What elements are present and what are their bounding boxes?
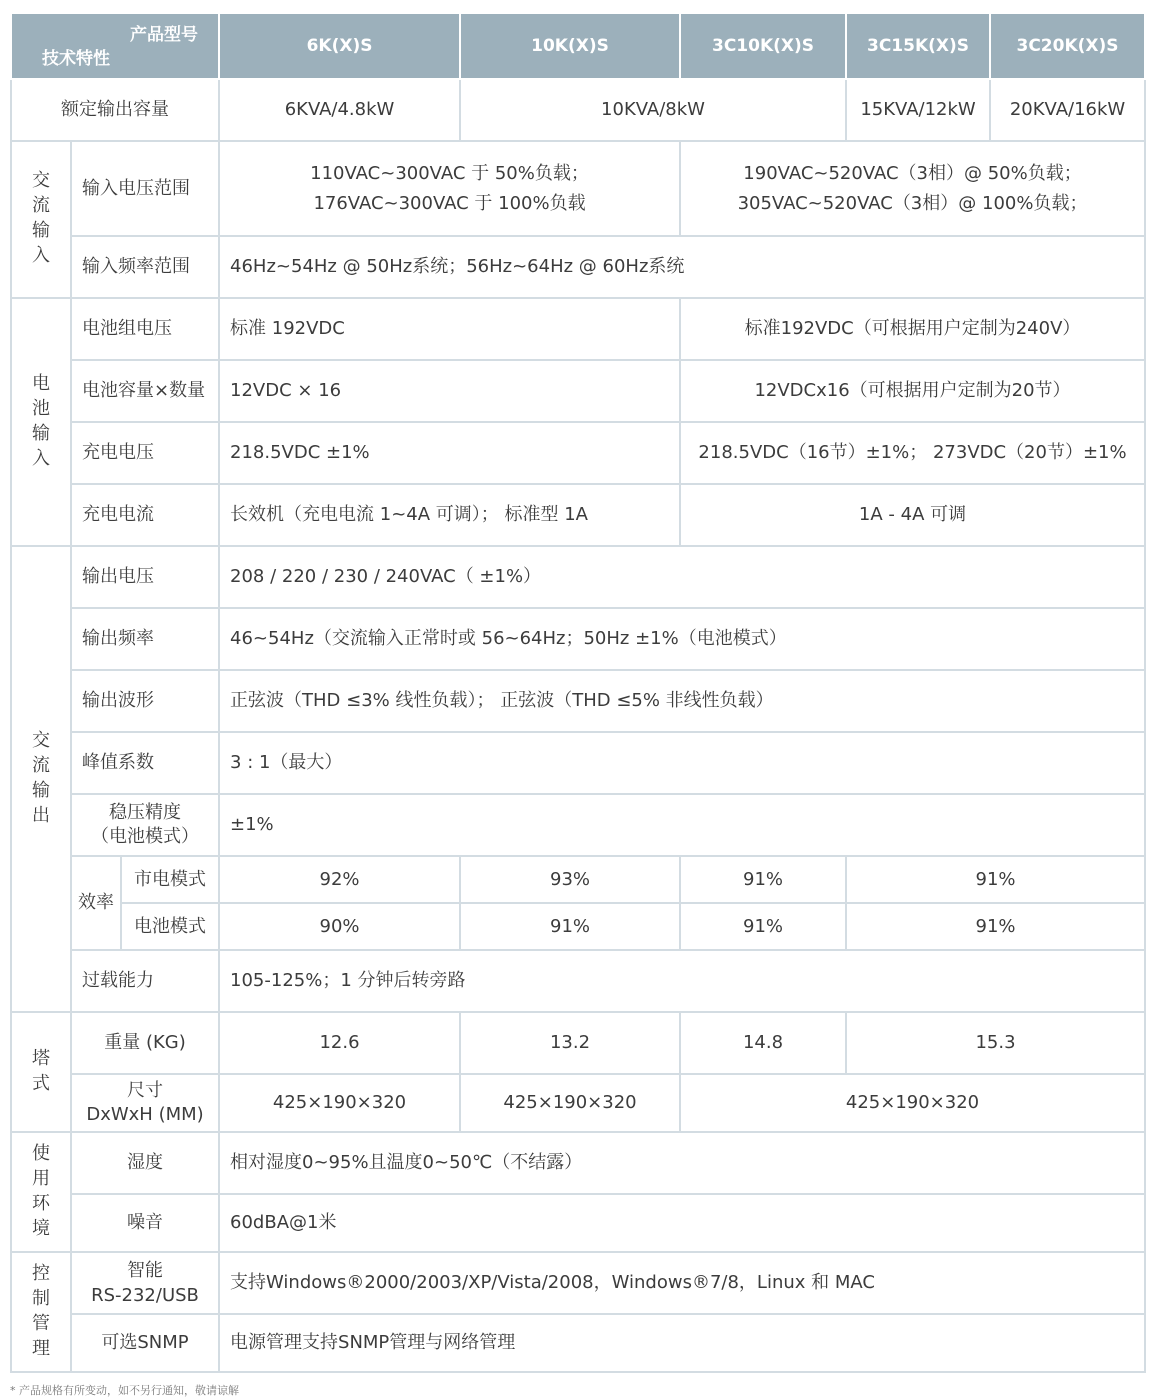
noise-row bbox=[11, 1194, 1145, 1252]
spec-table bbox=[10, 12, 1146, 1373]
efficiency-mains-6k: 92% bbox=[219, 856, 460, 903]
header-model-label: 产品型号 bbox=[130, 25, 199, 45]
rated-15k: 15KVA/12kW bbox=[846, 79, 990, 141]
size-3c: 425×190×320 bbox=[680, 1074, 1145, 1132]
battery-pack-row bbox=[11, 298, 1145, 360]
efficiency-mains-label: 市电模式 bbox=[121, 856, 219, 903]
charge-voltage-single: 218.5VDC ±1% bbox=[219, 422, 680, 484]
battery-pack-three: 标准192VDC（可根据用户定制为240V） bbox=[680, 298, 1145, 360]
overload-label: 过载能力 bbox=[71, 950, 219, 1012]
weight-3c15k-20k: 15.3 bbox=[846, 1012, 1145, 1074]
output-voltage-label: 输出电压 bbox=[71, 546, 219, 608]
charge-current-three: 1A - 4A 可调 bbox=[680, 484, 1145, 546]
efficiency-label: 效率 bbox=[71, 856, 121, 950]
ac-input-voltage-row bbox=[11, 141, 1145, 236]
size-label bbox=[71, 1074, 219, 1132]
output-waveform-value: 正弦波（THD ≤3% 线性负载）； 正弦波（THD ≤5% 非线性负载） bbox=[219, 670, 1145, 732]
output-voltage-row bbox=[11, 546, 1145, 608]
charge-voltage-three: 218.5VDC（16节）±1%； 273VDC（20节）±1% bbox=[680, 422, 1145, 484]
crest-factor-value: 3 : 1（最大） bbox=[219, 732, 1145, 794]
efficiency-battery-3c10k: 91% bbox=[680, 903, 846, 950]
model-3c15k: 3C15K(X)S bbox=[846, 13, 990, 79]
humidity-label: 湿度 bbox=[71, 1132, 219, 1194]
battery-pack-single: 标准 192VDC bbox=[219, 298, 680, 360]
regulation-label bbox=[71, 794, 219, 856]
model-6k: 6K(X)S bbox=[219, 13, 460, 79]
crest-factor-row bbox=[11, 732, 1145, 794]
smart-label-line1: 智能 bbox=[127, 1260, 163, 1281]
efficiency-battery-row bbox=[11, 903, 1145, 950]
weight-row bbox=[11, 1012, 1145, 1074]
ac-input-voltage-three-line1: 190VAC~520VAC（3相）@ 50%负载； bbox=[743, 162, 1082, 184]
model-10k: 10K(X)S bbox=[460, 13, 680, 79]
humidity-row bbox=[11, 1132, 1145, 1194]
output-voltage-value: 208 / 220 / 230 / 240VAC（ ±1%） bbox=[219, 546, 1145, 608]
charge-current-single: 长效机（充电电流 1~4A 可调）； 标准型 1A bbox=[219, 484, 680, 546]
smart-label-line2: RS-232/USB bbox=[91, 1285, 199, 1306]
ac-input-voltage-three bbox=[680, 141, 1145, 236]
group-management: 控制管理 bbox=[11, 1252, 71, 1372]
noise-label: 噪音 bbox=[71, 1194, 219, 1252]
size-row bbox=[11, 1074, 1145, 1132]
size-label-line2: DxWxH (MM) bbox=[86, 1104, 204, 1125]
ac-input-freq-value: 46Hz~54Hz @ 50Hz系统；56Hz~64Hz @ 60Hz系统 bbox=[219, 236, 1145, 298]
header-feature-label: 技术特性 bbox=[42, 49, 110, 69]
efficiency-mains-3c15k-20k: 91% bbox=[846, 856, 1145, 903]
efficiency-mains-3c10k: 91% bbox=[680, 856, 846, 903]
rated-10k: 10KVA/8kW bbox=[460, 79, 846, 141]
smart-row bbox=[11, 1252, 1145, 1314]
output-waveform-row bbox=[11, 670, 1145, 732]
model-3c10k: 3C10K(X)S bbox=[680, 13, 846, 79]
overload-row bbox=[11, 950, 1145, 1012]
output-frequency-row bbox=[11, 608, 1145, 670]
battery-capacity-label: 电池容量×数量 bbox=[71, 360, 219, 422]
charge-voltage-label: 充电电压 bbox=[71, 422, 219, 484]
snmp-value: 电源管理支持SNMP管理与网络管理 bbox=[219, 1314, 1145, 1372]
regulation-row bbox=[11, 794, 1145, 856]
efficiency-battery-label: 电池模式 bbox=[121, 903, 219, 950]
regulation-label-line1: 稳压精度 bbox=[109, 802, 181, 823]
rated-row bbox=[11, 79, 1145, 141]
overload-value: 105-125%；1 分钟后转旁路 bbox=[219, 950, 1145, 1012]
humidity-value: 相对湿度0~95%且温度0~50℃（不结露） bbox=[219, 1132, 1145, 1194]
size-10k: 425×190×320 bbox=[460, 1074, 680, 1132]
ac-input-voltage-label: 输入电压范围 bbox=[71, 141, 219, 236]
output-frequency-value: 46~54Hz（交流输入正常时或 56~64Hz；50Hz ±1%（电池模式） bbox=[219, 608, 1145, 670]
charge-current-label: 充电电流 bbox=[71, 484, 219, 546]
smart-value: 支持Windows®2000/2003/XP/Vista/2008，Windows®7/8，Linux 和 MAC bbox=[219, 1252, 1145, 1314]
footnote: * 产品规格有所变动，如不另行通知，敬请谅解 bbox=[10, 1384, 239, 1397]
model-3c20k: 3C20K(X)S bbox=[990, 13, 1145, 79]
efficiency-battery-6k: 90% bbox=[219, 903, 460, 950]
ac-input-voltage-single-line1: 110VAC~300VAC 于 50%负载； bbox=[310, 162, 589, 184]
size-6k: 425×190×320 bbox=[219, 1074, 460, 1132]
header-corner bbox=[11, 13, 219, 79]
header-row bbox=[11, 13, 1145, 79]
group-tower: 塔式 bbox=[11, 1012, 71, 1132]
ac-input-voltage-single bbox=[219, 141, 680, 236]
ac-input-freq-row bbox=[11, 236, 1145, 298]
group-battery: 电池输入 bbox=[11, 298, 71, 546]
ac-input-freq-label: 输入频率范围 bbox=[71, 236, 219, 298]
snmp-row bbox=[11, 1314, 1145, 1372]
efficiency-mains-10k: 93% bbox=[460, 856, 680, 903]
rated-20k: 20KVA/16kW bbox=[990, 79, 1145, 141]
rated-label: 额定输出容量 bbox=[11, 79, 219, 141]
group-ac-output: 交流输出 bbox=[11, 546, 71, 1012]
weight-3c10k: 14.8 bbox=[680, 1012, 846, 1074]
noise-value: 60dBA@1米 bbox=[219, 1194, 1145, 1252]
weight-10k: 13.2 bbox=[460, 1012, 680, 1074]
crest-factor-label: 峰值系数 bbox=[71, 732, 219, 794]
regulation-value: ±1% bbox=[219, 794, 1145, 856]
size-label-line1: 尺寸 bbox=[127, 1080, 163, 1101]
group-ac-input: 交流输入 bbox=[11, 141, 71, 298]
snmp-label: 可选SNMP bbox=[71, 1314, 219, 1372]
battery-capacity-row bbox=[11, 360, 1145, 422]
ac-input-voltage-single-line2: 176VAC~300VAC 于 100%负载 bbox=[313, 192, 586, 214]
group-environment: 使用环境 bbox=[11, 1132, 71, 1252]
output-waveform-label: 输出波形 bbox=[71, 670, 219, 732]
efficiency-mains-row bbox=[11, 856, 1145, 903]
battery-pack-label: 电池组电压 bbox=[71, 298, 219, 360]
battery-capacity-three: 12VDCx16（可根据用户定制为20节） bbox=[680, 360, 1145, 422]
weight-label: 重量 (KG) bbox=[71, 1012, 219, 1074]
battery-capacity-single: 12VDC × 16 bbox=[219, 360, 680, 422]
regulation-label-line2: （电池模式） bbox=[91, 826, 199, 847]
efficiency-battery-10k: 91% bbox=[460, 903, 680, 950]
smart-label bbox=[71, 1252, 219, 1314]
rated-6k: 6KVA/4.8kW bbox=[219, 79, 460, 141]
ac-input-voltage-three-line2: 305VAC~520VAC（3相）@ 100%负载； bbox=[737, 192, 1088, 214]
charge-current-row bbox=[11, 484, 1145, 546]
output-frequency-label: 输出频率 bbox=[71, 608, 219, 670]
weight-6k: 12.6 bbox=[219, 1012, 460, 1074]
charge-voltage-row bbox=[11, 422, 1145, 484]
efficiency-battery-3c15k-20k: 91% bbox=[846, 903, 1145, 950]
